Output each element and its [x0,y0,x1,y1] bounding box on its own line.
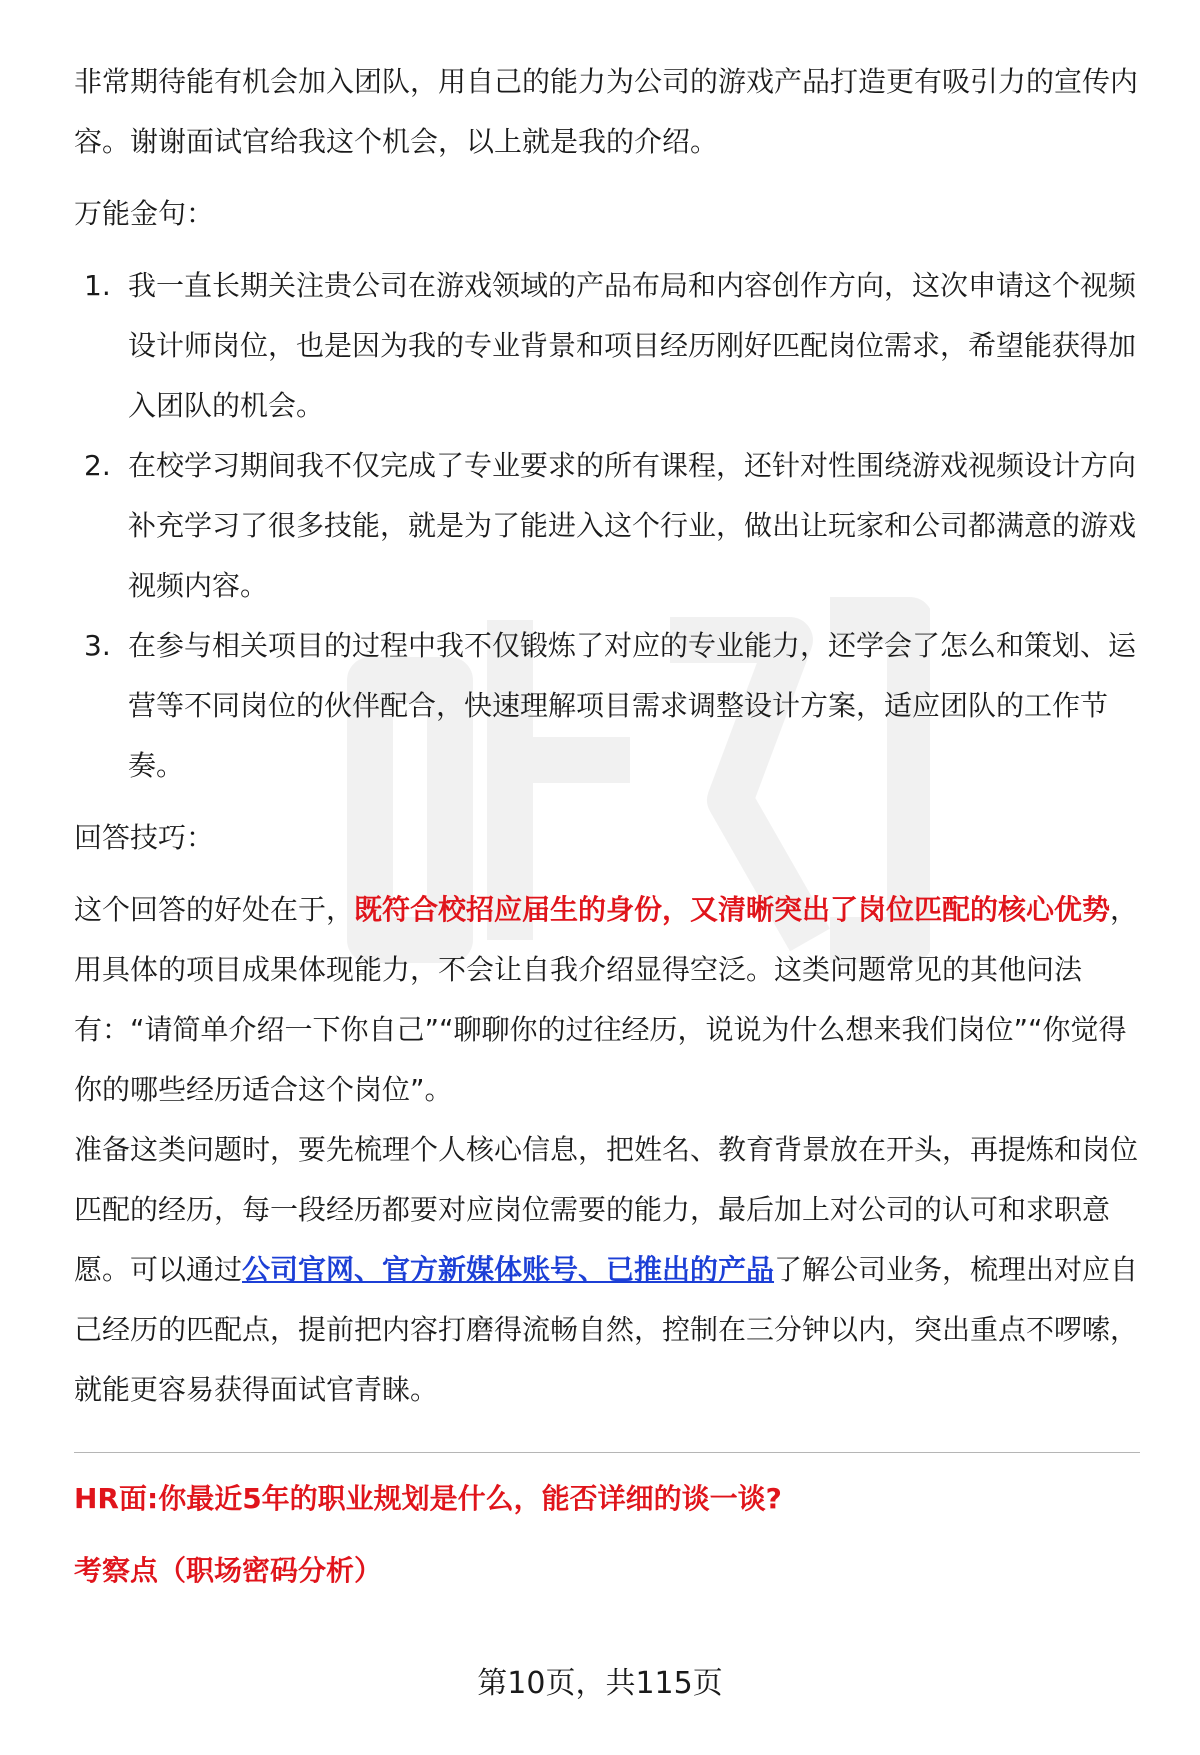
golden-sentences-label: 万能金句： [74,197,215,230]
main-content [74,52,1140,1601]
assessment-points-heading: 考察点（职场密码分析） [74,1554,383,1587]
tips-paragraph [74,880,1140,1120]
golden-sentences-list [74,256,1140,796]
list-item [74,436,1140,616]
prep-prefix: 准备这类问题时，要先梳理个人核心信息，把姓名、教育背景放在开头，再提炼和岗位匹配的经历，每一段经历都要对应岗位需要的能力，最后加上对公司的认可和求职意愿。可以通过 [74,1133,1139,1286]
list-number: 1. [84,269,111,302]
list-number: 2. [84,449,111,482]
list-item [74,616,1140,796]
page-footer: 第10页，共115页 [477,1666,723,1701]
tips-prefix: 这个回答的好处在于， [74,893,355,926]
list-text: 在参与相关项目的过程中我不仅锻炼了对应的专业能力，还学会了怎么和策划、运营等不同岗位的伙伴配合，快速理解项目需求调整设计方案，适应团队的工作节奏。 [128,629,1137,782]
list-item [74,256,1140,436]
answer-tips-label: 回答技巧： [74,821,215,854]
prep-suffix: 了解公司业务，梳理出对应自己经历的匹配点，提前把内容打磨得流畅自然，控制在三分钟以内，突出重点不啰嗦，就能更容易获得面试官青睐。 [74,1253,1139,1406]
list-text: 我一直长期关注贵公司在游戏领域的产品布局和内容创作方向，这次申请这个视频设计师岗位，也是因为我的专业背景和项目经历刚好匹配岗位需求，希望能获得加入团队的机会。 [128,269,1137,422]
intro-paragraph: 非常期待能有机会加入团队，用自己的能力为公司的游戏产品打造更有吸引力的宣传内容。谢谢面试官给我这个机会，以上就是我的介绍。 [74,65,1139,158]
hr-question-heading: HR面:你最近5年的职业规划是什么，能否详细的谈一谈? [74,1482,782,1515]
tips-suffix: ，用具体的项目成果体现能力，不会让自我介绍显得空泛。这类问题常见的其他问法有：“请简单介绍一下你自己”“聊聊你的过往经历，说说为什么想来我们岗位”“你觉得你的哪些经历适合这个岗位”。 [74,893,1139,1106]
section-divider [74,1452,1140,1453]
list-text: 在校学习期间我不仅完成了专业要求的所有课程，还针对性围绕游戏视频设计方向补充学习了很多技能，就是为了能进入这个行业，做出让玩家和公司都满意的游戏视频内容。 [128,449,1137,602]
tips-highlight: 既符合校招应届生的身份，又清晰突出了岗位匹配的核心优势 [354,893,1111,926]
prep-paragraph [74,1120,1140,1420]
list-number: 3. [84,629,111,662]
prep-highlight-link[interactable]: 公司官网、官方新媒体账号、已推出的产品 [242,1253,775,1286]
